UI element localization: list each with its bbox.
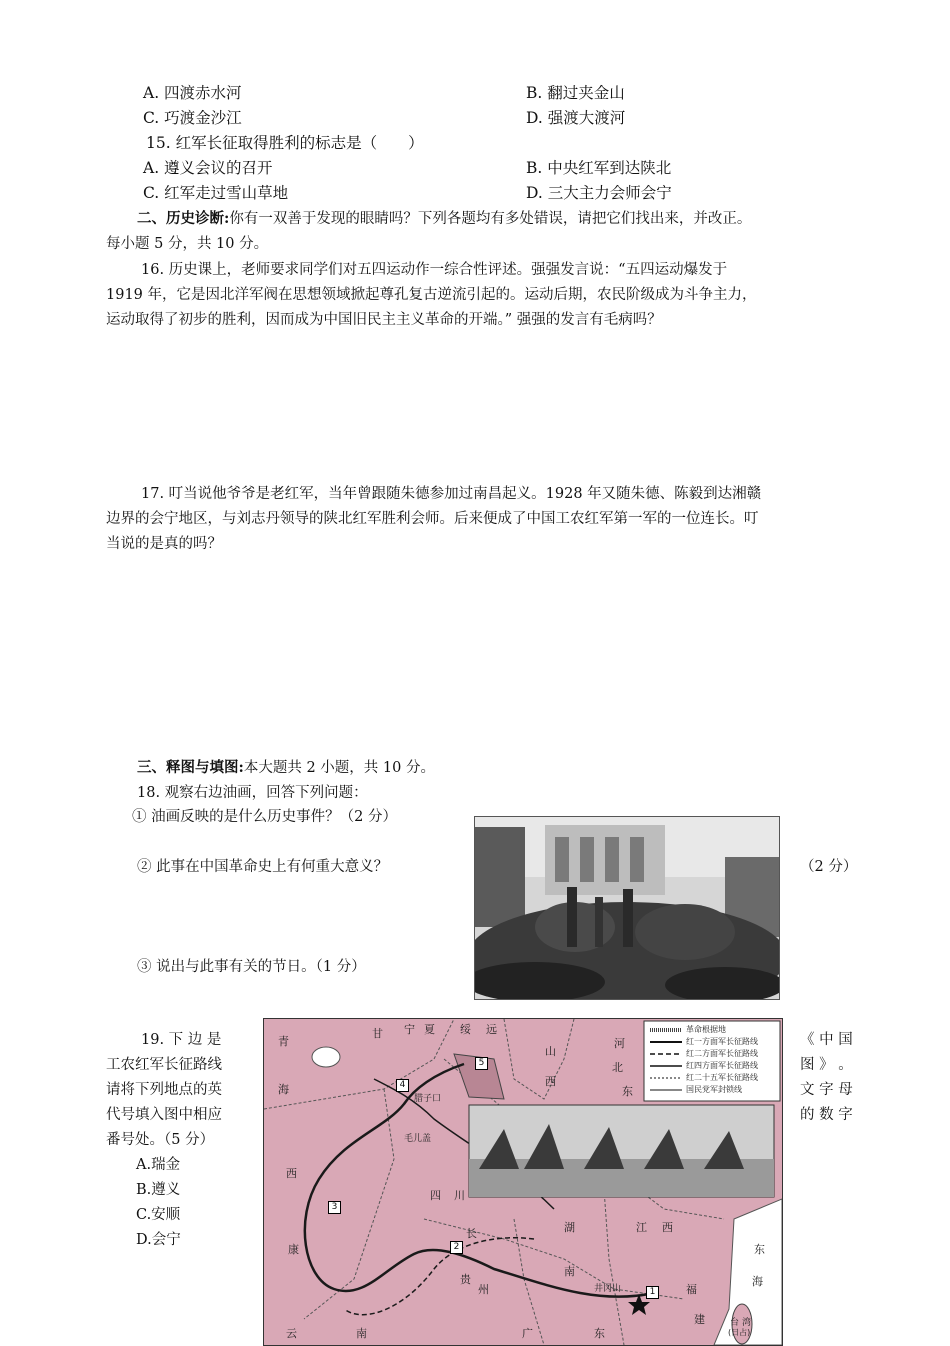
long-march-map	[263, 1018, 783, 1346]
map-label-dong-2: 东	[594, 1327, 605, 1340]
q19-left-2: 工农红军长征路线	[106, 1057, 222, 1073]
map-number-4: 4	[396, 1079, 409, 1092]
map-label-zhou: 州	[478, 1283, 489, 1296]
map-label-gan: 甘	[372, 1027, 383, 1040]
q16-line2: 1919 年，它是因北洋军阀在思想领域掀起尊孔复古逆流引起的。运动后期，农民阶级成为斗争主力，	[106, 287, 757, 303]
map-label-xi-1: 西	[545, 1075, 556, 1088]
map-label-chang: 长	[466, 1227, 477, 1240]
map-number-1: 1	[646, 1286, 659, 1299]
q18-sub2: ② 此事在中国革命史上有何重大意义？	[137, 859, 389, 875]
map-label-gui: 贵	[460, 1273, 471, 1286]
map-label-shan: 山	[545, 1045, 556, 1058]
map-legend-5: 国民党军封锁线	[686, 1085, 742, 1094]
q14-option-c: C. 巧渡金沙江	[143, 109, 242, 127]
q16-line1: 16. 历史课上，老师要求同学们对五四运动作一综合性评述。强强发言说：“五四运动爆发于	[141, 262, 728, 278]
map-legend-2: 红二方面军长征路线	[686, 1049, 758, 1058]
map-number-5: 5	[475, 1057, 488, 1070]
map-label-guang: 广	[522, 1327, 533, 1340]
q19-left-3: 请将下列地点的英	[106, 1082, 222, 1098]
map-label-kang: 康	[288, 1243, 299, 1256]
map-label-xia: 夏	[424, 1023, 435, 1036]
oil-painting-drawing	[475, 817, 779, 999]
map-label-nan-1: 南	[564, 1265, 575, 1278]
map-label-maoergai: 毛儿盖	[404, 1134, 432, 1144]
map-label-hai-2: 海	[752, 1275, 763, 1288]
q15-option-c: C. 红军走过雪山草地	[143, 184, 289, 202]
map-label-jian: 建	[694, 1313, 705, 1326]
q17-line3: 当说的是真的吗？	[106, 536, 222, 552]
map-label-yun: 云	[286, 1327, 297, 1340]
map-label-wan: 湾	[742, 1318, 752, 1328]
map-label-xi-2: 西	[286, 1167, 297, 1180]
map-legend-3: 红四方面军长征路线	[686, 1061, 758, 1070]
q19-option-b: B.遵义	[136, 1182, 181, 1198]
map-label-qing: 青	[278, 1035, 289, 1048]
q16-line3: 运动取得了初步的胜利，因而成为中国旧民主主义革命的开端。” 强强的发言有毛病吗？	[106, 312, 662, 328]
q19-option-a: A.瑞金	[136, 1157, 181, 1173]
map-label-ning: 宁	[404, 1023, 415, 1036]
map-label-occupied: (日占)	[728, 1328, 751, 1337]
map-label-bei: 北	[612, 1061, 623, 1074]
q19-option-c: C.安顺	[136, 1207, 181, 1223]
section2-line	[137, 207, 751, 228]
map-label-tai: 台	[730, 1318, 740, 1328]
q19-left-4: 代号填入图中相应	[106, 1107, 222, 1123]
q15-option-a: A. 遵义会议的召开	[143, 159, 273, 177]
map-label-hu: 湖	[564, 1221, 575, 1234]
map-label-dong-1: 东	[622, 1085, 633, 1098]
section3-line	[137, 756, 435, 777]
map-legend-1: 红一方面军长征路线	[686, 1037, 758, 1046]
map-label-lazikou: 腊子口	[414, 1094, 442, 1104]
map-label-he: 河	[614, 1037, 625, 1050]
q18-sub3: ③ 说出与此事有关的节日。（1 分）	[137, 959, 366, 975]
map-number-2: 2	[450, 1241, 463, 1254]
q18-sub1: ① 油画反映的是什么历史事件？（2 分）	[132, 809, 397, 825]
q19-right-3: 文 字 母	[800, 1082, 853, 1098]
map-label-sui: 绥	[460, 1023, 471, 1036]
q15-stem: 15. 红军长征取得胜利的标志是（ ）	[146, 134, 424, 152]
map-label-si: 四	[430, 1189, 441, 1202]
section3-intro: 本大题共 2 小题，共 10 分。	[243, 760, 435, 776]
map-label-nan-2: 南	[356, 1327, 367, 1340]
map-number-3: 3	[328, 1201, 341, 1214]
q19-left-1: 19. 下 边 是	[141, 1032, 222, 1048]
map-label-chuan: 川	[454, 1189, 465, 1202]
q19-left-5: 番号处。（5 分）	[106, 1132, 215, 1148]
q14-option-b: B. 翻过夹金山	[526, 84, 625, 102]
map-label-fu: 福	[686, 1283, 697, 1296]
map-label-hai: 海	[278, 1083, 289, 1096]
map-legend-0: 革命根据地	[686, 1025, 726, 1034]
section2-heading: 二、历史诊断:	[137, 210, 230, 227]
q18-sub2-score: （2 分）	[800, 859, 858, 875]
map-label-yuan: 远	[486, 1023, 497, 1036]
map-label-jinggangshan: 井冈山	[594, 1284, 622, 1294]
q15-option-d: D. 三大主力会师会宁	[526, 184, 672, 202]
map-label-xi-3: 西	[662, 1221, 673, 1234]
q15-option-b: B. 中央红军到达陕北	[526, 159, 672, 177]
q19-right-4: 的 数 字	[800, 1107, 853, 1123]
q19-right-2: 图 》 。	[800, 1057, 853, 1073]
q17-line1: 17. 叮当说他爷爷是老红军，当年曾跟随朱德参加过南昌起义。1928 年又随朱德、陈毅到达湘赣	[141, 486, 762, 502]
map-label-jiang: 江	[636, 1221, 647, 1234]
q14-option-a: A. 四渡赤水河	[143, 84, 242, 102]
q17-line2: 边界的会宁地区，与刘志丹领导的陕北红军胜利会师。后来便成了中国工农红军第一军的一位连长。叮	[106, 511, 759, 527]
oil-painting-image	[474, 816, 780, 1000]
section3-heading: 三、释图与填图:	[137, 759, 244, 776]
q19-right-1: 《 中 国	[800, 1032, 853, 1048]
q19-option-d: D.会宁	[136, 1232, 181, 1248]
q14-option-d: D. 强渡大渡河	[526, 109, 626, 127]
section2-intro2: 每小题 5 分，共 10 分。	[106, 236, 269, 252]
section2-intro: 你有一双善于发现的眼睛吗？下列各题均有多处错误，请把它们找出来，并改正。	[229, 211, 752, 227]
map-label-dong-3: 东	[754, 1243, 765, 1256]
map-legend-4: 红二十五军长征路线	[686, 1073, 758, 1082]
q18-stem: 18. 观察右边油画，回答下列问题：	[137, 785, 368, 801]
